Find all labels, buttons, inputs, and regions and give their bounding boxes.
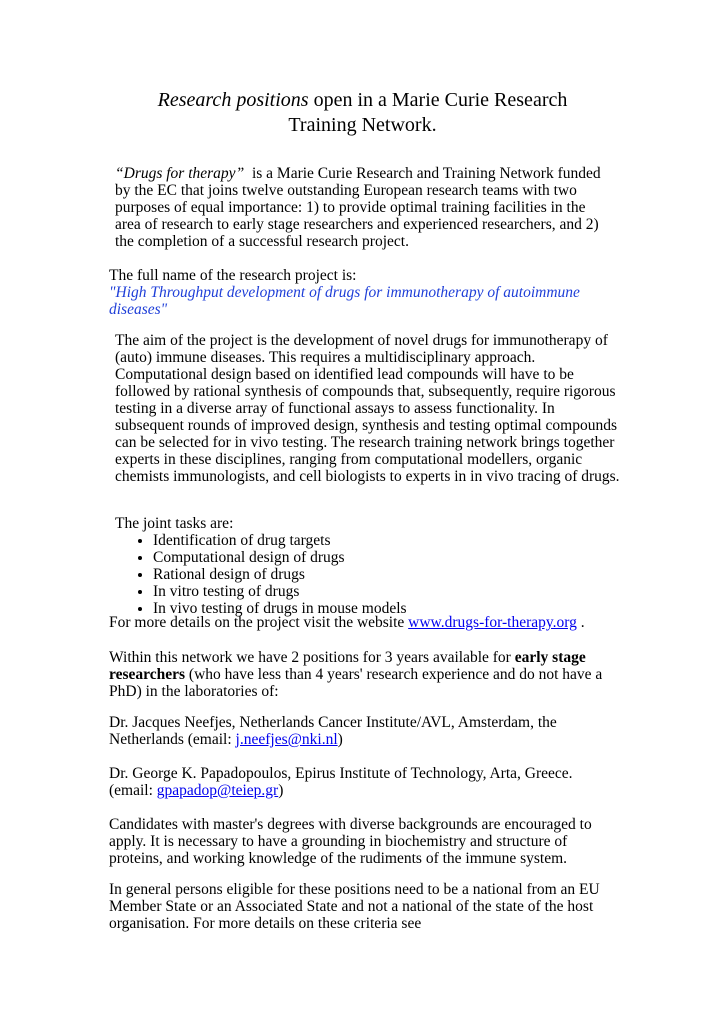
- neefjes-text: Dr. Jacques Neefjes, Netherlands Cancer Institute/AVL, Amsterdam, the Netherlands (email:: [109, 714, 557, 748]
- contact-papadopoulos: [109, 765, 609, 799]
- project-name: "High Throughput development of drugs for immunotherapy of autoimmune diseases": [109, 284, 580, 318]
- papa-text: Dr. George K. Papadopoulos, Epirus Institute of Technology, Arta, Greece. (email:: [109, 765, 573, 799]
- project-name-paragraph: [109, 267, 629, 318]
- title-rest: open in a Marie Curie Research: [313, 89, 568, 111]
- joint-tasks: [115, 515, 615, 617]
- intro-text: is a Marie Curie Research and Training Network funded by the EC that joins twelve outstanding European research teams with two purposes of equal importance: 1) to provide optimal training facilities in the area of research to early stage researchers and experienced researchers, and 2) the completion of a successful research project.: [115, 165, 601, 250]
- tasks-list: [115, 532, 615, 617]
- network-name: “Drugs for therapy”: [115, 165, 245, 182]
- list-item: • Identification of drug targets: [153, 532, 615, 549]
- project-name-label: The full name of the research project is:: [109, 267, 357, 284]
- neefjes-end: ): [337, 731, 343, 748]
- details-paragraph: [109, 614, 629, 631]
- contact-neefjes: [109, 714, 609, 748]
- candidates-paragraph: Candidates with master's degrees with diverse backgrounds are encouraged to apply. It is necessary to have a grounding in biochemistry and structure of proteins, and working knowledge of the rudiments of the immune system.: [109, 816, 592, 867]
- positions-bold: early stage researchers: [109, 649, 586, 683]
- intro-paragraph: [115, 165, 615, 250]
- details-text: For more details on the project visit the website: [109, 614, 405, 631]
- list-item: • Computational design of drugs: [153, 549, 615, 566]
- list-item: • Rational design of drugs: [153, 566, 615, 583]
- papa-email-link[interactable]: gpapadop@teiep.gr: [156, 782, 279, 799]
- title-italic: Research positions: [157, 89, 309, 111]
- positions-pre: Within this network we have 2 positions for 3 years available for: [109, 649, 511, 666]
- positions-paragraph: [109, 649, 619, 700]
- website-link[interactable]: www.drugs-for-therapy.org: [408, 614, 577, 631]
- eligibility-paragraph: In general persons eligible for these positions need to be a national from an EU Member State or an Associated State and not a national of the state of the host organisation. For more details on these criteria see: [109, 881, 600, 932]
- neefjes-email-link[interactable]: j.neefjes@nki.nl: [235, 731, 338, 748]
- list-item: • In vitro testing of drugs: [153, 583, 615, 600]
- papa-end: ): [278, 782, 284, 799]
- list-item: • In vivo testing of drugs in mouse models: [153, 600, 615, 617]
- details-end: .: [580, 614, 585, 631]
- tasks-label: The joint tasks are:: [115, 515, 234, 532]
- title-line2: Training Network.: [288, 114, 437, 136]
- positions-post: (who have less than 4 years' research experience and do not have a PhD) in the laboratories of:: [109, 666, 603, 700]
- page-title: [60, 88, 665, 138]
- aim-paragraph: The aim of the project is the development of novel drugs for immunotherapy of (auto) immune diseases. This requires a multidisciplinary approach. Computational design based on identified lead compounds will have to be followed by rational synthesis of compounds that, subsequently, require rigorous testing in a diverse array of functional assays to assess functionality. In subsequent rounds of improved design, synthesis and testing optimal compounds can be selected for in vivo testing. The research training network brings together experts in these disciplines, ranging from computational modellers, organic chemists immunologists, and cell biologists to experts in in vivo tracing of drugs.: [115, 332, 620, 485]
